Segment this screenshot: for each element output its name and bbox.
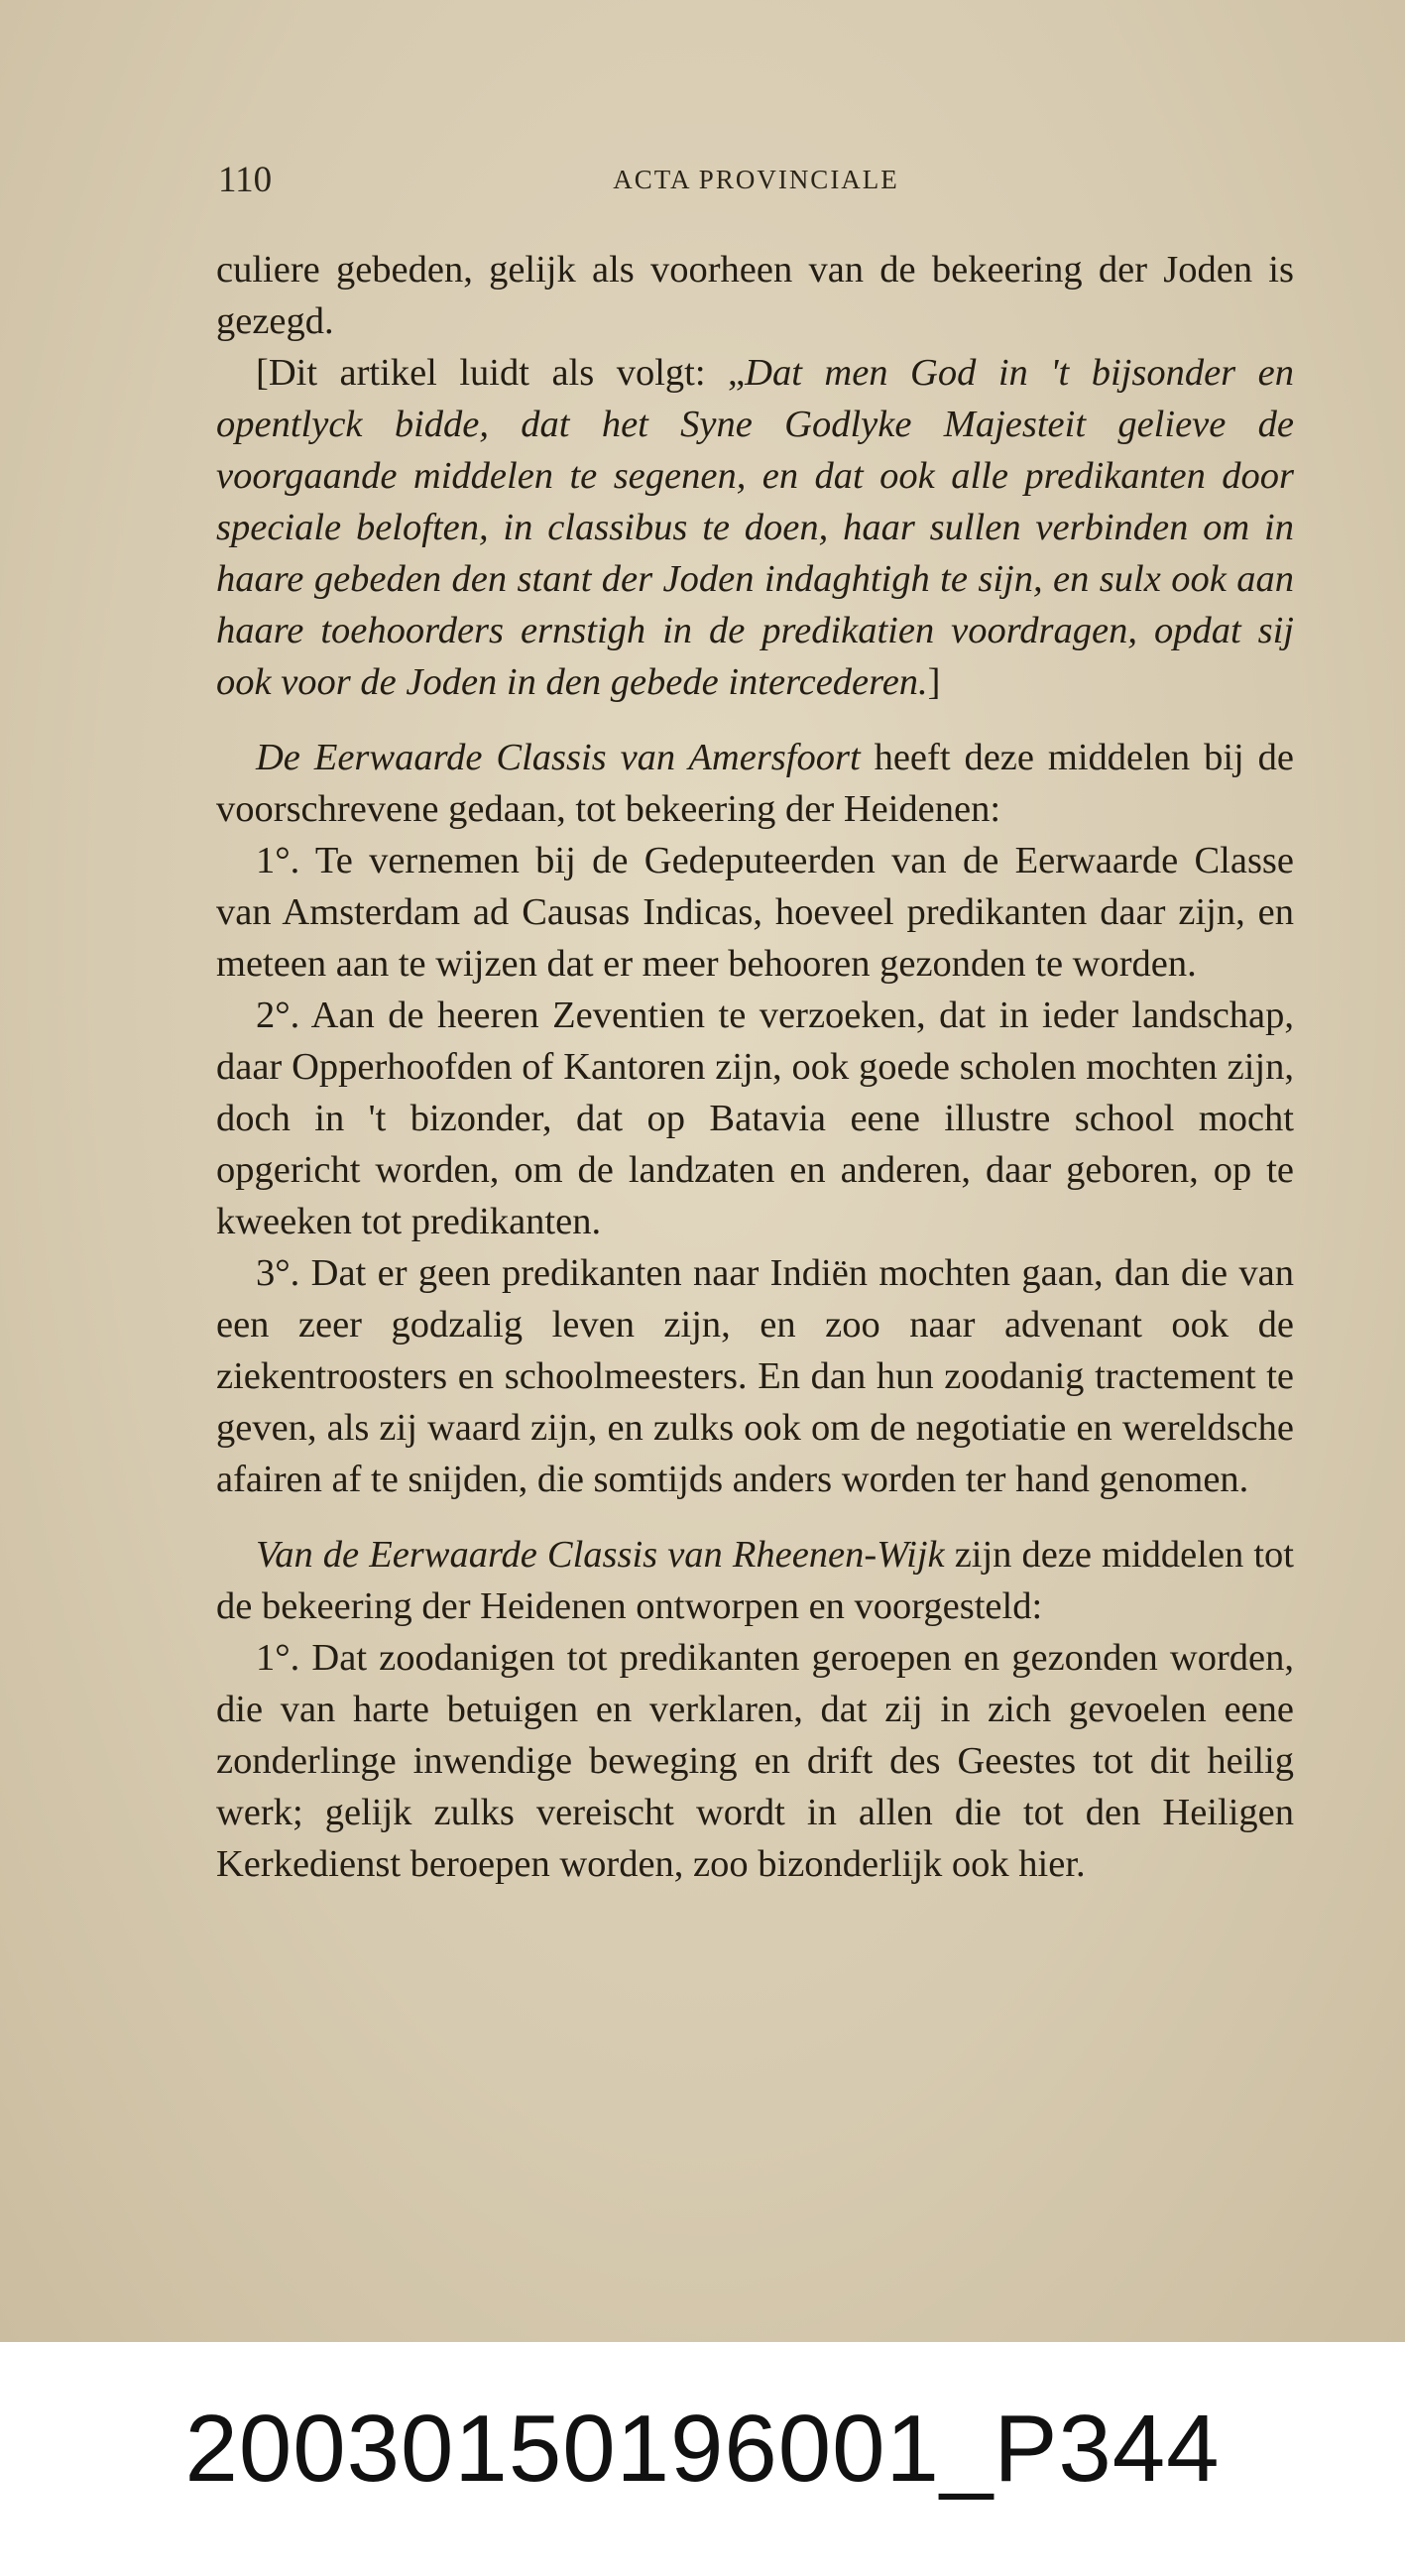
list-item-2: 2°. Aan de heeren Zeventien te verzoeken, dat in ieder landschap, daar Opperhoofden of Kantoren zijn, ook goede scholen mochten zijn, doch in 't bizonder, dat op Batavia eene illustre school mocht opgericht worden, om de landzaten en anderen, daar geboren, op te kweeken tot predikanten. xyxy=(216,995,1294,1242)
classis-name: De Eerwaarde Classis van Amersfoort xyxy=(256,737,861,778)
page-header xyxy=(218,159,1294,208)
paragraph-rheenen-wijk xyxy=(216,1529,1294,1632)
list-item-3: 3°. Dat er geen predikanten naar Indiën mochten gaan, dan die van een zeer godzalig leven zijn, en zoo naar advenant ook de ziekentroosters en schoolmeesters. En dan hun zoodanig tractement te geven, als zij waard zijn, en zulks ook om de negotiatie en wereldsche afairen af te snijden, die somtijds anders worden ter hand genomen. xyxy=(216,1252,1294,1500)
running-title: ACTA PROVINCIALE xyxy=(613,165,899,194)
quote-end: ] xyxy=(927,661,941,703)
body-text xyxy=(216,244,1294,1890)
page-number: 110 xyxy=(218,160,273,200)
paragraph-amersfoort xyxy=(216,732,1294,835)
paragraph-article-quote xyxy=(216,347,1294,708)
classis-name: Van de Eerwaarde Classis van Rheenen-Wijk xyxy=(256,1534,945,1576)
paragraph-text: zijn deze middelen tot de bekeering der Heidenen ontworpen en voorgesteld: xyxy=(216,1534,1294,1627)
list-item-1b: 1°. Dat zoodanigen tot predikanten geroepen en gezonden worden, die van harte betuigen en verklaren, dat zij in zich gevoelen eene zonderlinge inwendige beweging en drift des Geestes tot dit heilig werk; gelijk zulks vereischt wordt in allen die tot den Heiligen Kerkedienst beroepen worden, zoo bizonderlijk ook hier. xyxy=(216,1637,1294,1885)
quote-lead: [Dit artikel luidt als volgt: „ xyxy=(256,352,746,394)
scan-identifier: 20030150196001_P344 xyxy=(184,2396,1221,2502)
list-item-1: 1°. Te vernemen bij de Gedeputeerden van de Eerwaarde Classe van Amsterdam ad Causas Indicas, hoeveel predikanten daar zijn, en meteen aan te wijzen dat er meer behooren gezonden te worden. xyxy=(216,840,1294,985)
quote-text: Dat men God in 't bijsonder en opentlyck bidde, dat het Syne Godlyke Majesteit gelieve de voorgaande middelen te segenen, en dat ook alle predikanten door speciale beloften, in classibus te doen, haar sullen verbinden om in haare gebeden den stant der Joden indaghtigh te sijn, en sulx ook aan haare toehoorders ernstigh in de predikatien voordragen, opdat sij ook voor de Joden in den gebede intercederen. xyxy=(216,352,1294,703)
paragraph-continuation: culiere gebeden, gelijk als voorheen van de bekeering der Joden is gezegd. xyxy=(216,249,1294,342)
paragraph-text: heeft deze middelen bij de voorschrevene gedaan, tot bekeering der Heidenen: xyxy=(216,737,1294,830)
